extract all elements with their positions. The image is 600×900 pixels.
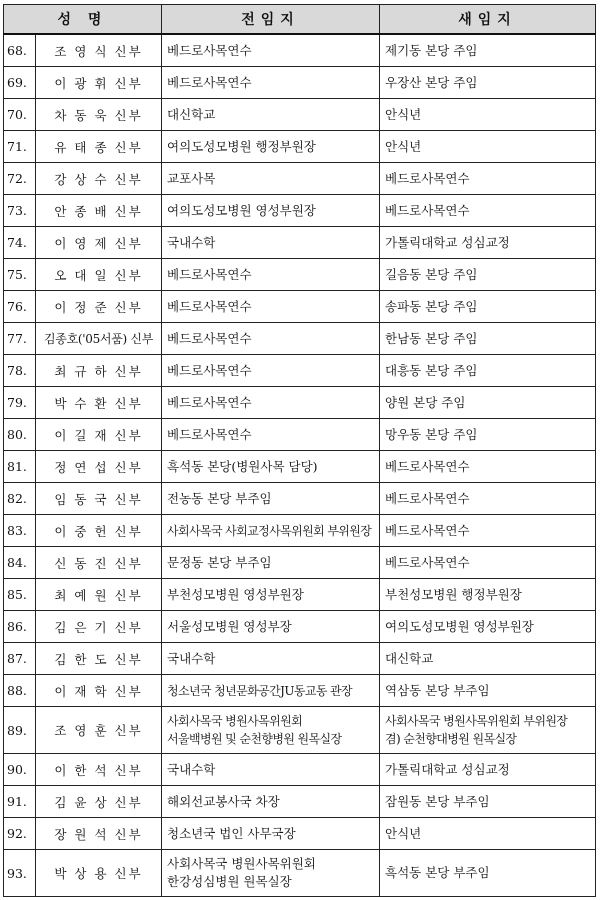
header-previous-post: 전임지 xyxy=(162,5,380,35)
new-post xyxy=(380,643,596,675)
new-post xyxy=(380,611,596,643)
previous-post xyxy=(162,99,380,131)
previous-post-line: 교포사목 xyxy=(167,170,216,186)
priest-name: 김종호('05서품) 신부 xyxy=(36,323,162,355)
previous-post xyxy=(162,850,380,897)
table-row xyxy=(4,163,596,195)
priest-name: 박 수 환 신부 xyxy=(36,387,162,419)
new-post xyxy=(380,707,596,754)
previous-post xyxy=(162,643,380,675)
priest-name: 이 길 재 신부 xyxy=(36,419,162,451)
new-post-line: 송파동 본당 주임 xyxy=(385,298,478,314)
previous-post xyxy=(162,707,380,754)
previous-post xyxy=(162,547,380,579)
new-post-line: 가톨릭대학교 성심교정 xyxy=(385,234,510,250)
previous-post xyxy=(162,67,380,99)
previous-post xyxy=(162,291,380,323)
row-number: 78. xyxy=(4,355,36,387)
new-post xyxy=(380,850,596,897)
row-number: 81. xyxy=(4,451,36,483)
previous-post-line: 여의도성모병원 행정부원장 xyxy=(167,138,316,154)
new-post-line: 안식년 xyxy=(385,106,422,122)
previous-post-line: 베드로사목연수 xyxy=(167,426,252,442)
previous-post-line: 흑석동 본당(병원사목 담당) xyxy=(167,458,318,474)
new-post xyxy=(380,259,596,291)
priest-name: 이 광 휘 신부 xyxy=(36,67,162,99)
previous-post xyxy=(162,675,380,707)
priest-name: 정 연 섭 신부 xyxy=(36,451,162,483)
new-post xyxy=(380,515,596,547)
new-post xyxy=(380,675,596,707)
table-row xyxy=(4,195,596,227)
table-header xyxy=(4,5,596,35)
previous-post xyxy=(162,259,380,291)
new-post xyxy=(380,483,596,515)
priest-name: 유 태 종 신부 xyxy=(36,131,162,163)
previous-post-line: 청소년국 법인 사무국장 xyxy=(167,825,296,841)
row-number: 88. xyxy=(4,675,36,707)
new-post xyxy=(380,355,596,387)
new-post xyxy=(380,323,596,355)
row-number: 69. xyxy=(4,67,36,99)
priest-name: 최 예 원 신부 xyxy=(36,579,162,611)
row-number: 74. xyxy=(4,227,36,259)
new-post xyxy=(380,291,596,323)
new-post xyxy=(380,419,596,451)
appointments-sheet xyxy=(3,4,595,897)
table-row xyxy=(4,355,596,387)
new-post-line: 역삼동 본당 부주임 xyxy=(385,682,490,698)
row-number: 72. xyxy=(4,163,36,195)
row-number: 82. xyxy=(4,483,36,515)
table-row xyxy=(4,579,596,611)
previous-post-line: 국내수학 xyxy=(167,650,216,666)
previous-post xyxy=(162,754,380,786)
row-number: 91. xyxy=(4,786,36,818)
previous-post-line: 문정동 본당 부주임 xyxy=(167,554,272,570)
new-post-line: 사회사목국 병원사목위원회 부위원장 xyxy=(385,714,568,728)
table-row xyxy=(4,387,596,419)
previous-post-line: 한강성심병원 원목실장 xyxy=(167,874,292,889)
previous-post xyxy=(162,131,380,163)
new-post-line: 베드로사목연수 xyxy=(385,202,470,218)
table-row xyxy=(4,419,596,451)
row-number: 90. xyxy=(4,754,36,786)
previous-post-line: 사회사목국 병원사목위원회 xyxy=(167,714,303,728)
previous-post-line: 베드로사목연수 xyxy=(167,266,252,282)
table-row xyxy=(4,291,596,323)
table-row xyxy=(4,99,596,131)
previous-post-line: 대신학교 xyxy=(167,106,216,122)
row-number: 80. xyxy=(4,419,36,451)
row-number: 93. xyxy=(4,850,36,897)
new-post xyxy=(380,99,596,131)
previous-post-line: 베드로사목연수 xyxy=(167,394,252,410)
previous-post xyxy=(162,387,380,419)
table-row xyxy=(4,611,596,643)
row-number: 89. xyxy=(4,707,36,754)
previous-post-line: 전농동 본당 부주임 xyxy=(167,490,272,506)
table-row xyxy=(4,131,596,163)
new-post-line: 잠원동 본당 부주임 xyxy=(385,793,490,809)
new-post xyxy=(380,67,596,99)
new-post-line: 길음동 본당 주임 xyxy=(385,266,478,282)
previous-post xyxy=(162,579,380,611)
previous-post xyxy=(162,818,380,850)
priest-name: 임 동 국 신부 xyxy=(36,483,162,515)
previous-post xyxy=(162,323,380,355)
new-post-line: 베드로사목연수 xyxy=(385,522,470,538)
table-row xyxy=(4,547,596,579)
priest-name: 이 영 제 신부 xyxy=(36,227,162,259)
table-row xyxy=(4,675,596,707)
previous-post-line: 베드로사목연수 xyxy=(167,74,252,90)
row-number: 70. xyxy=(4,99,36,131)
priest-name: 김 한 도 신부 xyxy=(36,643,162,675)
new-post-line: 베드로사목연수 xyxy=(385,458,470,474)
table-row xyxy=(4,34,596,67)
priest-name: 조 영 훈 신부 xyxy=(36,707,162,754)
new-post-line: 여의도성모병원 영성부원장 xyxy=(385,618,534,634)
previous-post-line: 베드로사목연수 xyxy=(167,330,252,346)
previous-post-line: 해외선교봉사국 차장 xyxy=(167,793,280,809)
previous-post-line: 서울백병원 및 순천향병원 원목실장 xyxy=(167,732,342,746)
new-post-line: 흑석동 본당 부주임 xyxy=(385,865,490,880)
table-row xyxy=(4,818,596,850)
new-post-line: 가톨릭대학교 성심교정 xyxy=(385,761,510,777)
row-number: 92. xyxy=(4,818,36,850)
header-row xyxy=(4,5,596,35)
new-post xyxy=(380,227,596,259)
table-row xyxy=(4,259,596,291)
new-post xyxy=(380,131,596,163)
priest-name: 강 상 수 신부 xyxy=(36,163,162,195)
new-post xyxy=(380,451,596,483)
previous-post xyxy=(162,611,380,643)
previous-post xyxy=(162,419,380,451)
row-number: 76. xyxy=(4,291,36,323)
new-post xyxy=(380,34,596,67)
previous-post xyxy=(162,195,380,227)
new-post-line: 한남동 본당 주임 xyxy=(385,330,478,346)
table-row xyxy=(4,227,596,259)
previous-post-line: 국내수학 xyxy=(167,234,216,250)
previous-post-line: 베드로사목연수 xyxy=(167,298,252,314)
previous-post xyxy=(162,163,380,195)
previous-post-line: 여의도성모병원 영성부원장 xyxy=(167,202,316,218)
row-number: 75. xyxy=(4,259,36,291)
new-post xyxy=(380,387,596,419)
row-number: 77. xyxy=(4,323,36,355)
previous-post-line: 국내수학 xyxy=(167,761,216,777)
previous-post xyxy=(162,355,380,387)
priest-name: 이 재 학 신부 xyxy=(36,675,162,707)
table-row xyxy=(4,451,596,483)
new-post xyxy=(380,547,596,579)
previous-post-line: 서울성모병원 영성부장 xyxy=(167,618,292,634)
new-post-line: 안식년 xyxy=(385,825,422,841)
previous-post-line: 사회사목국 사회교정사목위원회 부위원장 xyxy=(167,523,372,538)
priest-name: 김 은 기 신부 xyxy=(36,611,162,643)
new-post-line: 안식년 xyxy=(385,138,422,154)
previous-post-line: 베드로사목연수 xyxy=(167,362,252,378)
new-post xyxy=(380,818,596,850)
previous-post xyxy=(162,451,380,483)
table-row xyxy=(4,707,596,754)
priest-name: 최 규 하 신부 xyxy=(36,355,162,387)
new-post-line: 베드로사목연수 xyxy=(385,490,470,506)
new-post-line: 양원 본당 주임 xyxy=(385,394,466,410)
new-post-line: 부천성모병원 행정부원장 xyxy=(385,586,522,602)
priest-name: 차 동 욱 신부 xyxy=(36,99,162,131)
row-number: 73. xyxy=(4,195,36,227)
row-number: 87. xyxy=(4,643,36,675)
priest-name: 이 정 준 신부 xyxy=(36,291,162,323)
new-post-line: 대신학교 xyxy=(385,650,434,666)
new-post-line: 베드로사목연수 xyxy=(385,170,470,186)
priest-name: 안 종 배 신부 xyxy=(36,195,162,227)
previous-post xyxy=(162,34,380,67)
previous-post-line: 청소년국 청년문화공간JU동교동 관장 xyxy=(167,683,353,698)
row-number: 79. xyxy=(4,387,36,419)
new-post xyxy=(380,754,596,786)
previous-post xyxy=(162,227,380,259)
new-post xyxy=(380,786,596,818)
new-post-line: 겸) 순천향대병원 원목실장 xyxy=(385,732,517,746)
row-number: 85. xyxy=(4,579,36,611)
new-post-line: 대흥동 본당 주임 xyxy=(385,362,478,378)
priest-name: 이 한 석 신부 xyxy=(36,754,162,786)
row-number: 86. xyxy=(4,611,36,643)
table-row xyxy=(4,323,596,355)
table-row xyxy=(4,643,596,675)
table-row xyxy=(4,483,596,515)
new-post xyxy=(380,163,596,195)
table-row xyxy=(4,850,596,897)
priest-name: 신 동 진 신부 xyxy=(36,547,162,579)
table-body xyxy=(4,34,596,897)
new-post-line: 베드로사목연수 xyxy=(385,554,470,570)
row-number: 84. xyxy=(4,547,36,579)
priest-name: 김 윤 상 신부 xyxy=(36,786,162,818)
table-row xyxy=(4,515,596,547)
priest-name: 이 중 헌 신부 xyxy=(36,515,162,547)
header-name: 성 명 xyxy=(4,5,162,35)
priest-name: 조 영 식 신부 xyxy=(36,34,162,67)
previous-post-line: 사회사목국 병원사목위원회 xyxy=(167,856,316,871)
priest-name: 박 상 용 신부 xyxy=(36,850,162,897)
row-number: 83. xyxy=(4,515,36,547)
previous-post xyxy=(162,483,380,515)
previous-post-line: 베드로사목연수 xyxy=(167,42,252,58)
priest-name: 장 원 석 신부 xyxy=(36,818,162,850)
table-row xyxy=(4,67,596,99)
new-post-line: 제기동 본당 주임 xyxy=(385,42,478,58)
row-number: 71. xyxy=(4,131,36,163)
appointments-table xyxy=(3,4,596,897)
header-new-post: 새임지 xyxy=(380,5,596,35)
row-number: 68. xyxy=(4,34,36,67)
priest-name: 오 대 일 신부 xyxy=(36,259,162,291)
previous-post-line: 부천성모병원 영성부원장 xyxy=(167,586,304,602)
new-post xyxy=(380,579,596,611)
new-post-line: 망우동 본당 주임 xyxy=(385,426,478,442)
new-post-line: 우장산 본당 주임 xyxy=(385,74,478,90)
new-post xyxy=(380,195,596,227)
table-row xyxy=(4,754,596,786)
previous-post xyxy=(162,786,380,818)
table-row xyxy=(4,786,596,818)
previous-post xyxy=(162,515,380,547)
